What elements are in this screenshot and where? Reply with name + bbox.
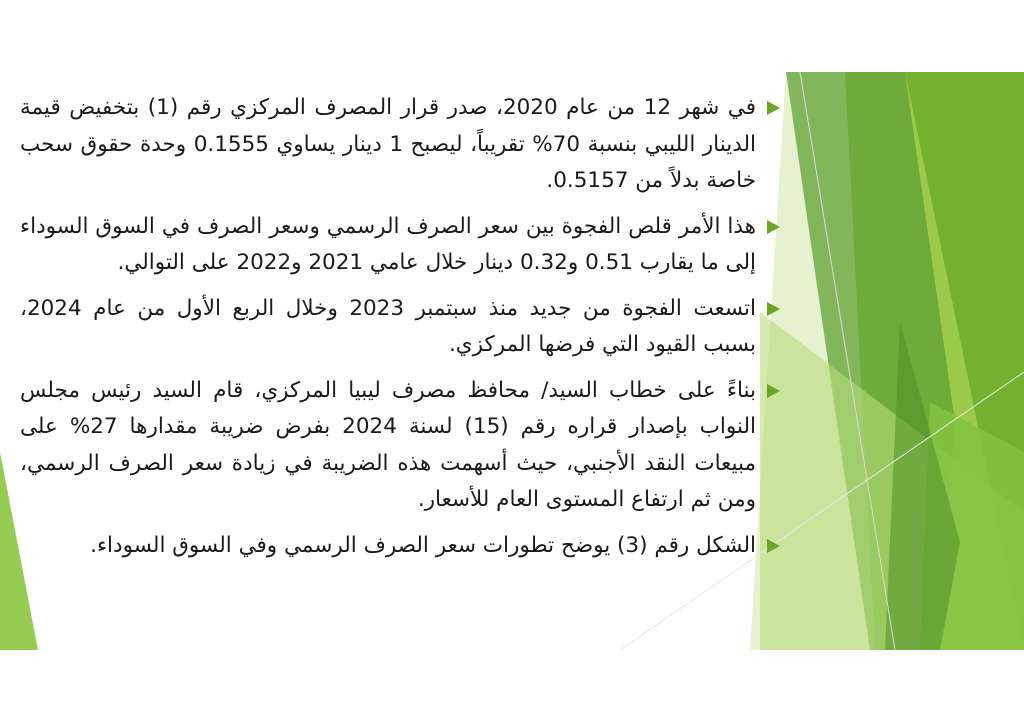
bullet-item xyxy=(20,528,772,565)
bullet-item xyxy=(20,209,772,282)
bullet-text: في شهر 12 من عام 2020، صدر قرار المصرف المركزي رقم (1) بتخفيض قيمة الدينار الليبي بنسبة 70% تقريباً، ليصبح 1 دينار يساوي 0.1555 وحدة حقوق سحب خاصة بدلاً من 0.5157. xyxy=(20,95,757,193)
bullet-text: بناءً على خطاب السيد/ محافظ مصرف ليبيا المركزي، قام السيد رئيس مجلس النواب بإصدار قراره رقم (15) لسنة 2024 بفرض ضريبة مقدارها 27% على مبيعات النقد الأجنبي، حيث أسهمت هذه الضريبة في زيادة سعر الصرف الرسمي، ومن ثم ارتفاع المستوى العام للأسعار. xyxy=(20,377,756,512)
bullet-text: اتسعت الفجوة من جديد منذ سبتمبر 2023 وخلال الربع الأول من عام 2024، بسبب القيود التي فرضها المركزي. xyxy=(20,295,756,357)
triangle-right-icon xyxy=(767,539,780,553)
bullet-text: هذا الأمر قلص الفجوة بين سعر الصرف الرسمي وسعر الصرف في السوق السوداء إلى ما يقارب 0.51 و0.32 دينار خلال عامي 2021 و2022 على التوالي. xyxy=(20,213,756,275)
bullet-text: الشكل رقم (3) يوضح تطورات سعر الصرف الرسمي وفي السوق السوداء. xyxy=(90,532,756,558)
triangle-right-icon xyxy=(767,220,780,234)
bullet-list xyxy=(20,90,772,573)
triangle-right-icon xyxy=(767,384,780,398)
bullet-item xyxy=(20,373,772,519)
triangle-right-icon xyxy=(767,101,780,115)
triangle-right-icon xyxy=(767,302,780,316)
bullet-item xyxy=(20,291,772,364)
slide xyxy=(0,72,1024,650)
bullet-item xyxy=(20,90,772,200)
